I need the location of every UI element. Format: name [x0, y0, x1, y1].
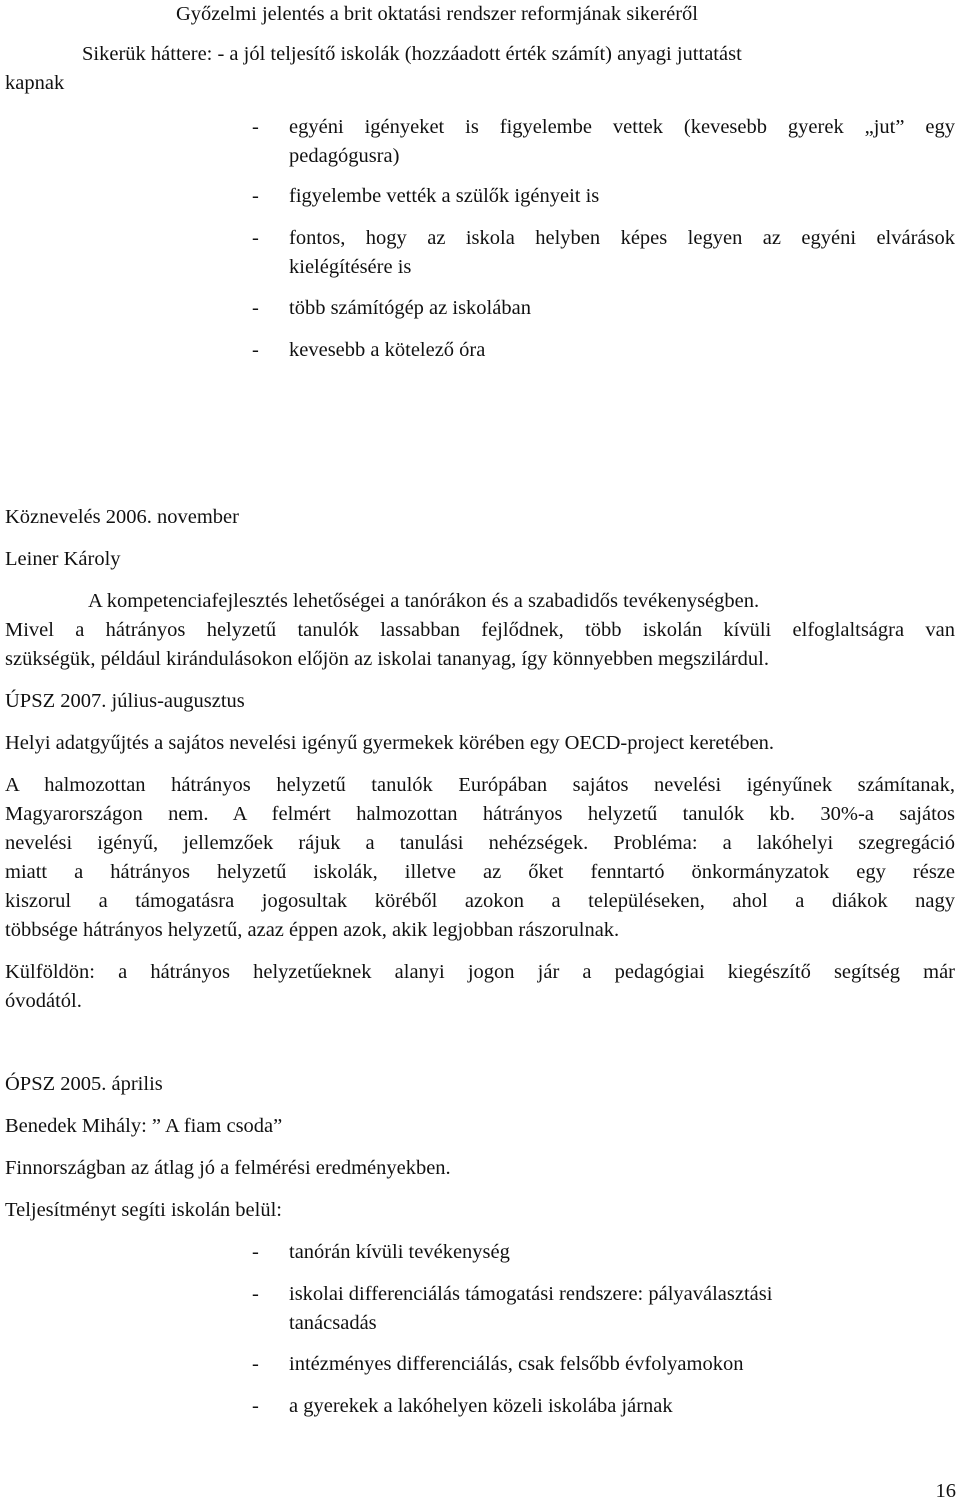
list-bullet: - — [252, 1241, 259, 1263]
document-title: Győzelmi jelentés a brit oktatási rendszer reformjának sikeréről — [176, 3, 698, 25]
article-2-title: Helyi adatgyűjtés a sajátos nevelési igényű gyermekek körében egy OECD-project keretében. — [5, 732, 775, 754]
list-bullet: - — [252, 1353, 259, 1375]
source-1: Köznevelés 2006. november — [5, 506, 239, 528]
list-item-continuation: tanácsadás — [289, 1312, 377, 1334]
list-item-continuation: pedagógusra) — [289, 145, 400, 167]
source-2: ÚPSZ 2007. július-augusztus — [5, 690, 245, 712]
article-2-para-1-line: Magyarországon nem. A felmért halmozottan hátrányos helyzetű tanulók kb. 30%-a sajátos — [5, 803, 955, 825]
article-2-para-1-line: nevelési igényű, jellemzőek rájuk a tanulási nehézségek. Probléma: a lakóhelyi szegregáció — [5, 832, 955, 854]
article-2-para-2-line: óvodától. — [5, 990, 82, 1012]
article-2-para-1-line: miatt a hátrányos helyzetű iskolák, illetve az őket fenntartó önkormányzatok egy része — [5, 861, 955, 883]
list-item: figyelembe vették a szülők igényeit is — [289, 185, 600, 207]
list-item: egyéni igényeket is figyelembe vettek (kevesebb gyerek „jut” egy — [289, 116, 955, 138]
list-item: kevesebb a kötelező óra — [289, 339, 486, 361]
list-bullet: - — [252, 1395, 259, 1417]
list-item: iskolai differenciálás támogatási rendszere: pályaválasztási — [289, 1283, 773, 1305]
background-line-2: kapnak — [5, 72, 65, 94]
author-1: Leiner Károly — [5, 548, 121, 570]
background-line-1: Sikerük háttere: - a jól teljesítő iskolák (hozzáadott érték számít) anyagi juttatást — [82, 43, 742, 65]
list-item: fontos, hogy az iskola helyben képes legyen az egyéni elvárások — [289, 227, 955, 249]
list-item-continuation: kielégítésére is — [289, 256, 412, 278]
page-number: 16 — [935, 1480, 956, 1502]
list-item: több számítógép az iskolában — [289, 297, 531, 319]
list-bullet: - — [252, 339, 259, 361]
article-2-para-1-line: kiszorul a támogatásra jogosultak köréből azokon a településeken, ahol a diákok nagy — [5, 890, 955, 912]
article-3-line-2: Teljesítményt segíti iskolán belül: — [5, 1199, 282, 1221]
article-1-body-line: Mivel a hátrányos helyzetű tanulók lassabban fejlődnek, több iskolán kívüli elfoglaltságra van — [5, 619, 955, 641]
list-item: tanórán kívüli tevékenység — [289, 1241, 510, 1263]
list-bullet: - — [252, 1283, 259, 1305]
article-3-title: Benedek Mihály: ” A fiam csoda” — [5, 1115, 283, 1137]
list-item: a gyerekek a lakóhelyen közeli iskolába járnak — [289, 1395, 673, 1417]
list-bullet: - — [252, 297, 259, 319]
article-2-para-1-line: többsége hátrányos helyzetű, azaz éppen azok, akik legjobban rászorulnak. — [5, 919, 620, 941]
article-3-line-1: Finnországban az átlag jó a felmérési eredményekben. — [5, 1157, 451, 1179]
article-1-body-line: szükségük, például kirándulásokon előjön az iskolai tananyag, így könnyebben megszilárdul. — [5, 648, 770, 670]
list-item: intézményes differenciálás, csak felsőbb évfolyamokon — [289, 1353, 744, 1375]
article-2-para-2-line: Külföldön: a hátrányos helyzetűeknek alanyi jogon jár a pedagógiai kiegészítő segítség már — [5, 961, 955, 983]
article-2-para-1-line: A halmozottan hátrányos helyzetű tanulók Európában sajátos nevelési igényűnek számítanak, — [5, 774, 955, 796]
source-3: ÓPSZ 2005. április — [5, 1073, 163, 1095]
article-1-title: A kompetenciafejlesztés lehetőségei a tanórákon és a szabadidős tevékenységben. — [88, 590, 760, 612]
list-bullet: - — [252, 227, 259, 249]
list-bullet: - — [252, 116, 259, 138]
list-bullet: - — [252, 185, 259, 207]
